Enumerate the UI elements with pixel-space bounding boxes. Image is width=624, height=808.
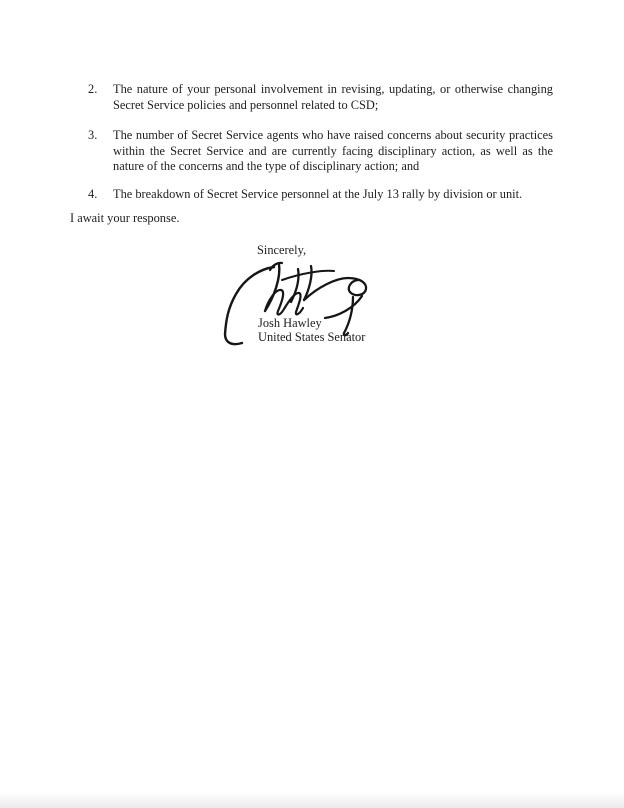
request-list — [70, 82, 553, 202]
list-item — [70, 187, 553, 203]
closing-line: I await your response. — [70, 211, 180, 225]
list-item-text: The number of Secret Service agents who have raised concerns about security practices within the Secret Service and are currently facing disciplinary action, as well as the nature of the concerns and the type of disciplinary action; and — [113, 128, 553, 173]
signer-name: Josh Hawley — [258, 315, 322, 330]
list-item-number: 2. — [88, 82, 98, 96]
signature-block — [70, 243, 553, 363]
list-item-number: 4. — [88, 186, 98, 201]
list-item — [70, 128, 553, 175]
page-edge-shadow — [0, 792, 624, 808]
valediction: Sincerely, — [257, 242, 307, 257]
signer-identity — [258, 316, 365, 345]
list-item — [70, 82, 553, 113]
list-item-text: The nature of your personal involvement in revising, updating, or otherwise changing Secret Service policies and personnel related to CSD; — [113, 82, 553, 112]
signer-title: United States Senator — [258, 330, 366, 344]
letter-body — [70, 82, 553, 363]
list-item-text: The breakdown of Secret Service personnel at the July 13 rally by division or unit. — [113, 186, 523, 201]
list-item-number: 3. — [88, 128, 98, 142]
